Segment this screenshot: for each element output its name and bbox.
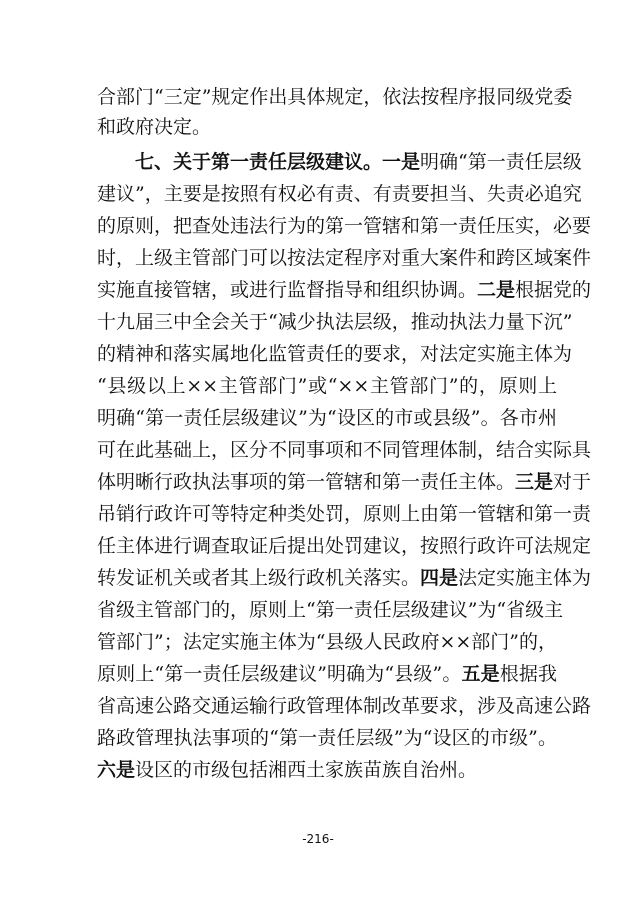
text: 吊销行政许可等特定种类处罚，原则上由第一管辖和第一责	[97, 503, 592, 525]
text: 体明晰行政执法事项的第一管辖和第一责任主体。	[97, 471, 516, 493]
text-line	[97, 755, 557, 785]
text-line	[97, 531, 592, 561]
text-line	[97, 563, 592, 593]
page-number: -216-	[302, 832, 334, 846]
text: 任主体进行调查取证后提出处罚建议，按照行政许可法规定	[97, 535, 592, 557]
text: 省高速公路交通运输行政管理体制改革要求，涉及高速公路	[97, 695, 592, 717]
text: 十九届三中全会关于“减少执法层级，推动执法力量下沉”	[97, 311, 573, 333]
text: 根据党的	[515, 279, 592, 301]
text: 设区的市级包括湘西土家族苗族自治州。	[135, 759, 478, 781]
bold-marker: 一是	[382, 151, 421, 173]
bold-marker: 二是	[477, 279, 516, 301]
text-line	[97, 435, 592, 465]
text-line	[97, 82, 573, 112]
text-line	[97, 211, 592, 241]
text-line	[97, 691, 592, 721]
text: 实施直接管辖，或进行监督指导和组织协调。	[97, 279, 478, 301]
text: 明确“第一责任层级	[420, 151, 582, 173]
text: 可在此基础上，区分不同事项和不同管理体制，结合实际具	[97, 439, 592, 461]
text: 原则上“第一责任层级建议”明确为“县级”。	[97, 663, 462, 685]
text: “县级以上××主管部门”或“××主管部门”的，原则上	[97, 375, 557, 397]
text-line	[97, 275, 592, 305]
text-line	[97, 339, 573, 369]
section-heading: 七、关于第一责任层级建议。	[135, 151, 383, 173]
text: 对于	[553, 471, 592, 493]
section-heading-line	[135, 147, 582, 177]
text-line	[97, 659, 557, 689]
text-line	[97, 112, 557, 142]
bold-marker: 四是	[420, 567, 459, 589]
bold-marker: 三是	[515, 471, 554, 493]
text-line	[97, 595, 564, 625]
text: 合部门“三定”规定作出具体规定，依法按程序报同级党委	[97, 86, 573, 108]
text: 根据我	[499, 663, 557, 685]
text: 时，上级主管部门可以按法定程序对重大案件和跨区域案件	[97, 247, 592, 269]
text-line	[97, 467, 592, 497]
text-line	[97, 243, 592, 273]
text-line	[97, 499, 592, 529]
text: 明确“第一责任层级建议”为“设区的市或县级”。各市州	[97, 407, 557, 429]
text-line	[97, 403, 557, 433]
text: 和政府决定。	[97, 116, 212, 138]
text: 省级主管部门的，原则上“第一责任层级建议”为“省级主	[97, 599, 564, 621]
text: 管部门”；法定实施主体为“县级人民政府××部门”的，	[97, 631, 557, 653]
text: 法定实施主体为	[458, 567, 592, 589]
text-line	[97, 179, 582, 209]
text: 建议”，主要是按照有权必有责、有责要担当、失责必追究	[97, 183, 582, 205]
text: 的精神和落实属地化监管责任的要求，对法定实施主体为	[97, 343, 573, 365]
text-line	[97, 307, 573, 337]
text: 路政管理执法事项的“第一责任层级”为“设区的市级”。	[97, 727, 557, 749]
text: 转发证机关或者其上级行政机关落实。	[97, 567, 421, 589]
text: 的原则，把查处违法行为的第一管辖和第一责任压实，必要	[97, 215, 592, 237]
text-line	[97, 723, 557, 753]
text-line	[97, 627, 557, 657]
text-line	[97, 371, 557, 401]
bold-marker: 六是	[97, 759, 136, 781]
bold-marker: 五是	[461, 663, 500, 685]
